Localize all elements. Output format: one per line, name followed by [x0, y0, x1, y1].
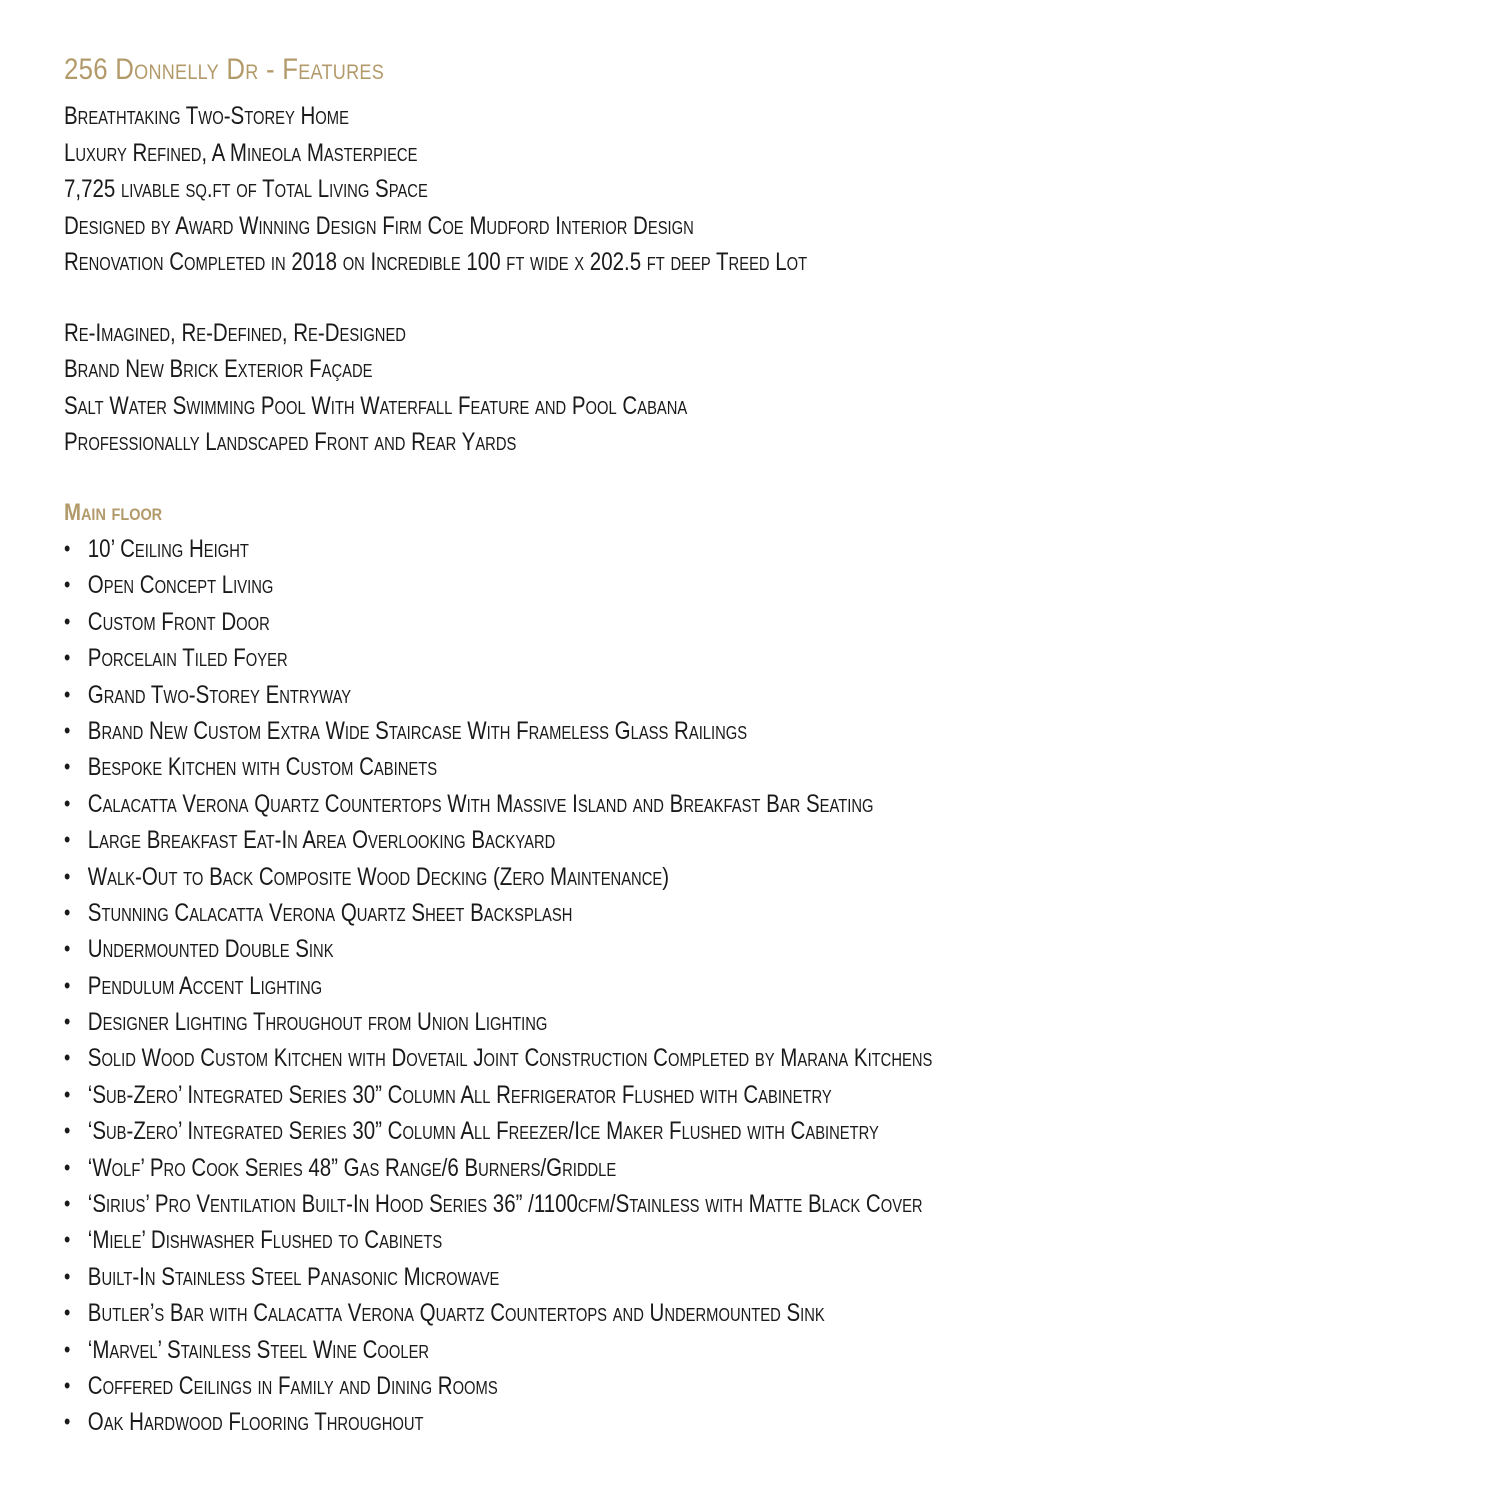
page-title: 256 Donnelly Dr - Features	[64, 53, 385, 86]
list-item	[64, 786, 1212, 822]
bullet-icon: •	[64, 936, 71, 962]
list-item-text: Calacatta Verona Quartz Countertops With Massive Island and Breakfast Bar Seating	[87, 789, 874, 818]
intro-line: 7,725 livable sq.ft of Total Living Space	[64, 175, 428, 203]
intro-line: Renovation Completed in 2018 on Incredible 100 ft wide x 202.5 ft deep Treed Lot	[64, 248, 808, 276]
list-item	[64, 1004, 1212, 1040]
list-item-text: Custom Front Door	[87, 607, 270, 636]
bullet-icon: •	[64, 1045, 71, 1071]
intro-line: Luxury Refined, A Mineola Masterpiece	[64, 138, 418, 167]
list-item-text: Solid Wood Custom Kitchen with Dovetail Joint Construction Completed by Marana Kitchens	[87, 1044, 933, 1073]
bullet-icon: •	[64, 1154, 71, 1180]
list-item-text: Built-In Stainless Steel Panasonic Microwave	[87, 1262, 500, 1291]
list-item	[64, 567, 1212, 603]
list-item-text: ‘Sub-Zero’ Integrated Series 30” Column All Refrigerator Flushed with Cabinetry	[87, 1080, 832, 1109]
bullet-icon: •	[64, 1009, 71, 1035]
list-item-text: Pendulum Accent Lighting	[87, 971, 323, 1000]
bullet-icon: •	[64, 681, 71, 707]
list-item	[64, 1368, 1212, 1404]
list-item-text: Walk-Out to Back Composite Wood Decking (Zero Maintenance)	[87, 862, 670, 891]
main-floor-section	[64, 495, 1464, 1441]
list-item-text: Butler’s Bar with Calacatta Verona Quartz Countertops and Undermounted Sink	[87, 1299, 825, 1328]
intro-line: Breathtaking Two-Storey Home	[64, 102, 349, 130]
list-item	[64, 1404, 1212, 1440]
bullet-icon: •	[64, 717, 71, 743]
list-item-text: Designer Lighting Throughout from Union Lighting	[87, 1008, 548, 1037]
list-item-text: Undermounted Double Sink	[87, 935, 334, 964]
list-item-text: Stunning Calacatta Verona Quartz Sheet Backsplash	[87, 898, 573, 927]
bullet-icon: •	[64, 1081, 71, 1107]
bullet-icon: •	[64, 645, 71, 671]
list-item-text: ‘Wolf’ Pro Cook Series 48” Gas Range/6 Burners/Griddle	[87, 1153, 617, 1182]
list-item	[64, 1186, 1212, 1222]
features-page	[64, 50, 1464, 1441]
list-item	[64, 931, 1212, 967]
list-item-text: Brand New Custom Extra Wide Staircase With Frameless Glass Railings	[87, 716, 748, 745]
list-item	[64, 1150, 1212, 1186]
bullet-icon: •	[64, 1336, 71, 1362]
bullet-icon: •	[64, 608, 71, 634]
list-item	[64, 749, 1212, 785]
intro-block	[64, 98, 1464, 281]
highlight-line: Professionally Landscaped Front and Rear Yards	[64, 428, 517, 456]
list-item-text: Large Breakfast Eat-In Area Overlooking Backyard	[87, 826, 556, 855]
list-item-text: ‘Sub-Zero’ Integrated Series 30” Column All Freezer/Ice Maker Flushed with Cabinetry	[87, 1117, 879, 1146]
list-item	[64, 1332, 1212, 1368]
bullet-icon: •	[64, 899, 71, 925]
bullet-icon: •	[64, 1409, 71, 1435]
bullet-icon: •	[64, 572, 71, 598]
spacer	[64, 281, 1464, 315]
bullet-icon: •	[64, 536, 71, 561]
highlights-block	[64, 315, 1464, 461]
list-item	[64, 713, 1212, 749]
list-item	[64, 822, 1212, 858]
bullet-icon: •	[64, 1372, 71, 1398]
highlight-line: Brand New Brick Exterior Façade	[64, 355, 373, 383]
bullet-icon: •	[64, 863, 71, 889]
intro-line: Designed by Award Winning Design Firm Coe Mudford Interior Design	[64, 211, 694, 240]
list-item-text: Coffered Ceilings in Family and Dining Rooms	[87, 1371, 498, 1400]
list-item-text: Porcelain Tiled Foyer	[87, 644, 288, 673]
bullet-icon: •	[64, 1300, 71, 1326]
bullet-icon: •	[64, 1263, 71, 1289]
list-item-text: ‘Miele’ Dishwasher Flushed to Cabinets	[87, 1226, 443, 1255]
section-heading-main-floor: Main floor	[64, 498, 163, 526]
main-floor-list	[64, 531, 1464, 1441]
bullet-icon: •	[64, 1118, 71, 1144]
list-item-text: 10’ Ceiling Height	[87, 535, 249, 563]
list-item	[64, 968, 1212, 1004]
bullet-icon: •	[64, 790, 71, 816]
list-item	[64, 859, 1212, 895]
list-item-text: Bespoke Kitchen with Custom Cabinets	[87, 753, 438, 782]
list-item	[64, 895, 1212, 931]
list-item	[64, 1222, 1212, 1258]
spacer	[64, 461, 1464, 495]
highlight-line: Salt Water Swimming Pool With Waterfall Feature and Pool Cabana	[64, 391, 688, 420]
list-item	[64, 640, 1212, 676]
list-item	[64, 1295, 1212, 1331]
highlight-line: Re-Imagined, Re-Defined, Re-Designed	[64, 318, 406, 347]
list-item	[64, 531, 1212, 567]
bullet-icon: •	[64, 1227, 71, 1253]
list-item	[64, 1113, 1212, 1149]
bullet-icon: •	[64, 1191, 71, 1217]
list-item-text: ‘Sirius’ Pro Ventilation Built-In Hood Series 36” /1100cfm/Stainless with Matte Black Cover	[87, 1190, 923, 1219]
list-item-text: ‘Marvel’ Stainless Steel Wine Cooler	[87, 1335, 430, 1364]
list-item-text: Oak Hardwood Flooring Throughout	[87, 1408, 424, 1437]
list-item	[64, 677, 1212, 713]
list-item-text: Grand Two-Storey Entryway	[87, 680, 352, 709]
bullet-icon: •	[64, 827, 71, 853]
list-item	[64, 604, 1212, 640]
list-item	[64, 1040, 1212, 1076]
list-item	[64, 1259, 1212, 1295]
list-item	[64, 1077, 1212, 1113]
bullet-icon: •	[64, 972, 71, 998]
list-item-text: Open Concept Living	[87, 571, 274, 600]
bullet-icon: •	[64, 754, 71, 780]
